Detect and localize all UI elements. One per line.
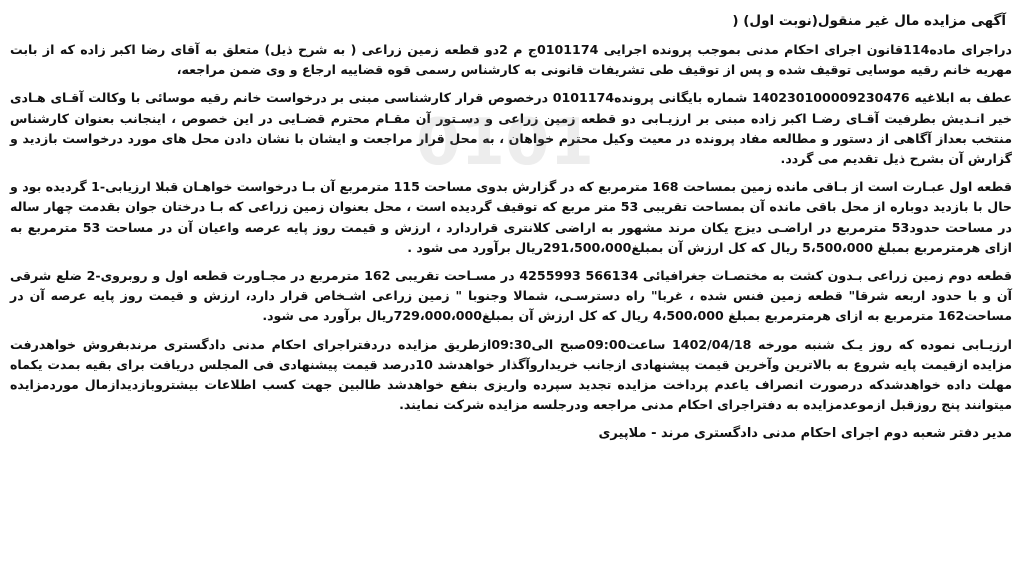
paragraph-intro: دراجرای ماده114قانون اجرای احکام مدنی بموجب پرونده اجرایی 0101174ج م 2دو قطعه زمین زراعی ( به شرح ذیل) متعلق به آقای رضا اکبر زاده که از بابت مهریه خانم رقیه موسایی توقیف شده و پس از توقیف طی تشریفات قانونی به کارشناس رسمی قوه قضاییه ارجاع و وی ضمن مراجعه،	[10, 42, 1012, 78]
paragraph-parcel-two: قطعه دوم زمین زراعی بـدون کشت به مختصـات جغرافیائی 566134 4255993 در مسـاحت تقریبی 162 مترمربع در مجـاورت قطعه اول و روبروی-2 ضلع شرقی آن و با حدود اربعه شرقا" قطعه زمین فنس شده ، غربا" راه دسترسـی، شمالا وجنوبا " زمین زراعی اشـخاص قرار دارد، ارزش و قیمت روز پایه عرصه آن در مساحت162 مترمربع به ازای هرمترمربع بمبلغ 4،500،000 ریال که کل ارزش آن بمبلغ729،000،000ریال برآورد می شود.	[10, 268, 1013, 324]
paragraph-expert-report: عطف به ابلاغیه 140230100009230476 شماره بایگانی پرونده0101174 درخصوص قرار کارشناسی مبنی بر درخواست خانم رقیه موسائی با وکالت آقـای هـادی خیر انـدیش بطرفیت آقـای رضـا اکبر زاده مبنی بر ارزیـابی دو قطعه زمین زراعی و دسـتور آن مقـام محترم قضـایی در این خصوص ، اینجانب بعنوان کارشناس منتخب بعداز آگاهی از دستور و مطالعه مفاد پرونده در معیت وکیل محترم خواهان ، به محل قرار مراجعت و ایشان با نشان دادن محل های مورد درخواست بازدید و گزارش آن بشرح ذیل تقدیم می گردد.	[10, 90, 1012, 167]
paragraph-parcel-one: قطعه اول عبـارت است از بـاقی مانده زمین بمساحت 168 مترمربع که در گزارش بدوی مساحت 115 مترمربع آن بـا درخواست خواهـان قبلا ارزیابی-1 گردیده بود و حال با بازدید دوباره از محل باقی مانده آن بمساحت تقریبی 53 متر مربع که توقیف گردیده است ، محل بعنوان زمین زراعی که بـا درختان جوان بقدمت چهار ساله در مساحت حدود53 مترمربع در اراضـی دیزج یکان مرند مشهور به اراضی کلانتری قراردارد ، ارزش و قیمت روز پایه عرصه واعیان آن در مساحت 53 مترمربع به ازای هرمترمربع بمبلغ 5،500،000 ریال که کل ارزش آن بمبلغ291،500،000ریال برآورد می شود .	[10, 179, 1013, 255]
paragraph-auction-terms: ارزیـابی نموده که روز یـک شنبه مورخه 1402/04/18 ساعت09:00صبح الی09:30ازطریق مزایده دردفتراجرای احکام مدنی دادگستری مرندبفروش خواهدرفت مزایده ازقیمت پایه شروع به بالاترین وآخرین قیمت پیشنهادی ازجانب خریداروآگذار خواهدشد 10درصد قیمت پیشنهادی فی المجلس دریافت برای بقیه بمدت یکماه مهلت داده خواهدشدکه درصورت انصراف یاعدم پرداخت مزایده تجدید سپرده واریزی بنفع خواهدشد طالبین جهت کسب اطلاعات بیشتروبازدیدازمال موردمزایده میتوانند پنج روزقبل ازموعدمزایده به دفتراجرای احکام مدنی مراجعه ودرجلسه مزایده شرکت نمایند.	[10, 336, 1012, 413]
watermark-text: 0101	[415, 106, 595, 180]
document-title: آگهی مزایده مال غیر منقول(نوبت اول) (	[732, 13, 1006, 29]
signature-line: مدیر دفتر شعبه دوم اجرای احکام مدنی دادگستری مرند - ملاپیری	[598, 426, 1012, 442]
